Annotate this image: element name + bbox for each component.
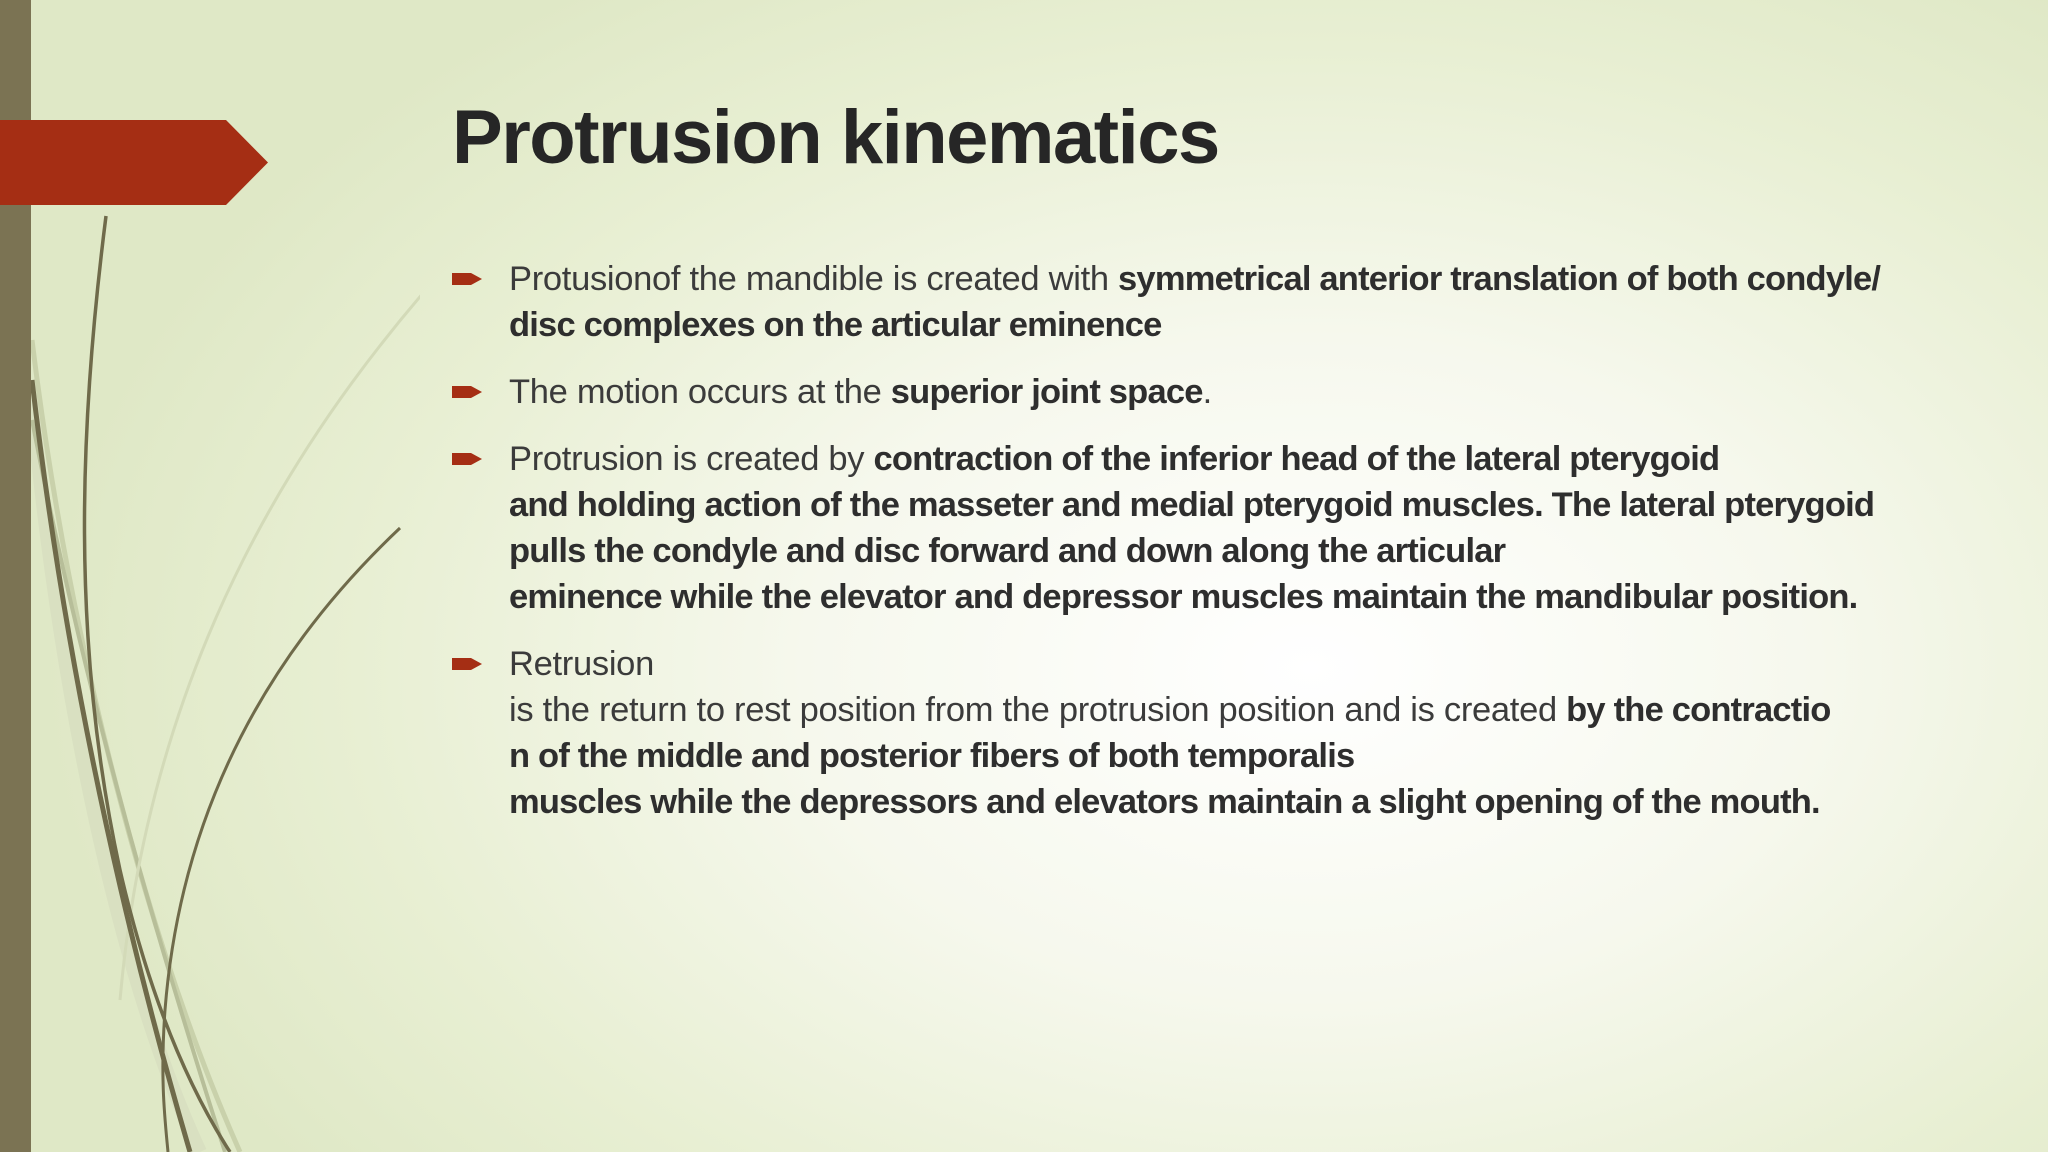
bullet-line: [509, 779, 2042, 825]
bullet-line: [509, 256, 2042, 302]
bullet-line: [509, 528, 2042, 574]
title-arrow-tab: [0, 120, 268, 205]
bold-text-run: eminence while the elevator and depressor muscles maintain the mandibular position.: [509, 578, 1858, 616]
bullet-item: [452, 641, 2042, 825]
text-run: Protrusion is created by: [509, 440, 874, 478]
bold-text-run: contraction of the inferior head of the lateral pterygoid: [873, 440, 1720, 478]
text-run: .: [1202, 373, 1212, 411]
bold-text-run: symmetrical anterior translation of both condyle/: [1118, 260, 1881, 298]
slide-title: Protrusion kinematics: [452, 95, 1219, 180]
bold-text-run: superior joint space: [890, 373, 1203, 411]
text-run: The motion occurs at the: [509, 373, 891, 411]
text-run: Protusionof the mandible is created with: [509, 260, 1119, 298]
bold-text-run: disc complexes on the articular eminence: [509, 306, 1162, 344]
text-run: Retrusion: [509, 645, 654, 683]
bullet-line: [509, 369, 2042, 415]
arrow-bullet-icon: [452, 450, 482, 468]
bullet-line: [509, 641, 2042, 687]
bold-text-run: n of the middle and posterior fibers of both temporalis: [509, 737, 1355, 775]
bold-text-run: and holding action of the masseter and medial pterygoid muscles. The lateral pterygoid: [509, 486, 1875, 524]
bullet-line: [509, 733, 2042, 779]
bold-text-run: by the contractio: [1566, 691, 1831, 729]
bullet-item: [452, 256, 2042, 348]
arrow-bullet-icon: [452, 655, 482, 673]
bullet-item: [452, 369, 2042, 415]
text-run: is the return to rest position from the protrusion position and is created: [509, 691, 1567, 729]
bold-text-run: muscles while the depressors and elevators maintain a slight opening of the mouth.: [509, 783, 1820, 821]
bullet-line: [509, 436, 2042, 482]
bullet-line: [509, 302, 2042, 348]
bullet-item: [452, 436, 2042, 620]
bullet-line: [509, 482, 2042, 528]
bullet-list: [452, 256, 2042, 846]
arrow-bullet-icon: [452, 270, 482, 288]
arrow-bullet-icon: [452, 383, 482, 401]
bold-text-run: pulls the condyle and disc forward and down along the articular: [509, 532, 1506, 570]
bullet-line: [509, 687, 2042, 733]
bullet-line: [509, 574, 2042, 620]
